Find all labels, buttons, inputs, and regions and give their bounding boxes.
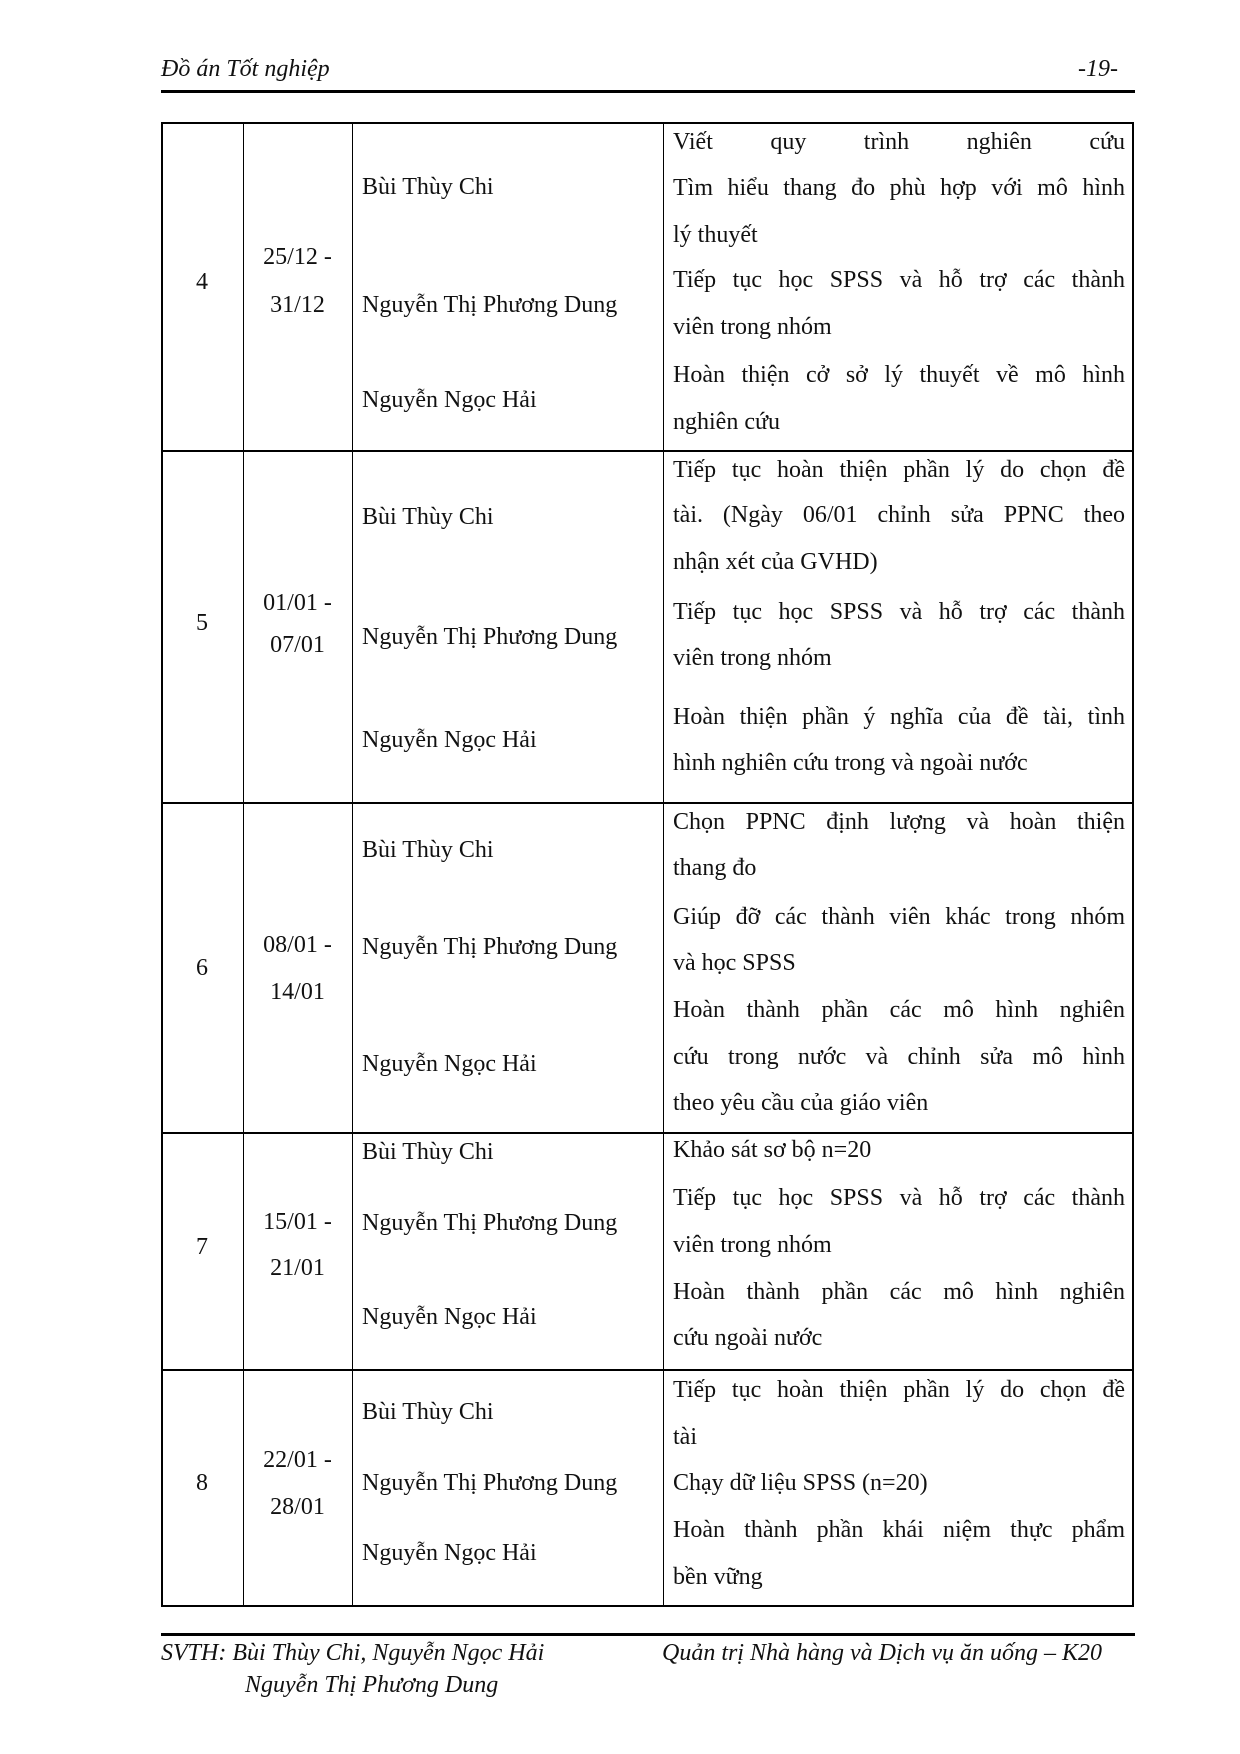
row-number: 5 [196,610,208,636]
row-divider [161,1369,1134,1371]
task-line: Hoàn thành phần khái niệm thực phẩm [673,1517,1125,1543]
task-line: bền vững [673,1564,763,1590]
task-line: Viết quy trình nghiên cứu [673,129,1125,155]
task-line: viên trong nhóm [673,314,832,340]
member-name: Nguyễn Ngọc Hải [362,387,537,413]
task-line: Tiếp tục hoàn thiện phần lý do chọn đề [673,1377,1125,1403]
member-name: Nguyễn Thị Phương Dung [362,624,618,650]
column-divider [663,122,664,1607]
task-line: thang đo [673,855,757,881]
date-end: 14/01 [270,979,325,1005]
row-number: 6 [196,955,208,981]
task-line: viên trong nhóm [673,645,832,671]
task-line: Giúp đỡ các thành viên khác trong nhóm [673,904,1125,930]
task-line: nhận xét của GVHD) [673,549,878,575]
task-line: Chọn PPNC định lượng và hoàn thiện [673,809,1125,835]
member-name: Bùi Thùy Chi [362,1139,494,1165]
member-name: Bùi Thùy Chi [362,504,494,530]
row-divider [161,1132,1134,1134]
date-end: 21/01 [270,1255,325,1281]
member-name: Nguyễn Thị Phương Dung [362,1210,618,1236]
member-name: Bùi Thùy Chi [362,174,494,200]
task-line: và học SPSS [673,950,796,976]
date-start: 25/12 - [263,244,332,270]
date-start: 22/01 - [263,1447,332,1473]
task-line: Hoàn thiện cở sở lý thuyết về mô hình [673,362,1125,388]
task-line: hình nghiên cứu trong và ngoài nước [673,750,1028,776]
task-line: Hoàn thành phần các mô hình nghiên [673,1279,1125,1305]
task-line: Tìm hiểu thang đo phù hợp với mô hình [673,175,1125,201]
row-number: 7 [196,1234,208,1260]
task-line: nghiên cứu [673,409,780,435]
task-line: Hoàn thành phần các mô hình nghiên [673,997,1125,1023]
task-line: cứu trong nước và chỉnh sửa mô hình [673,1044,1125,1070]
task-line: Tiếp tục học SPSS và hỗ trợ các thành [673,267,1125,293]
task-line: viên trong nhóm [673,1232,832,1258]
date-end: 28/01 [270,1494,325,1520]
member-name: Nguyễn Ngọc Hải [362,1540,537,1566]
footer-authors-line2: Nguyễn Thị Phương Dung [245,1672,499,1698]
member-name: Nguyễn Thị Phương Dung [362,1470,618,1496]
row-number: 8 [196,1470,208,1496]
task-line: cứu ngoài nước [673,1325,823,1351]
member-name: Nguyễn Thị Phương Dung [362,934,618,960]
task-line: Hoàn thiện phần ý nghĩa của đề tài, tình [673,704,1125,730]
row-divider [161,450,1134,452]
task-line: Tiếp tục hoàn thiện phần lý do chọn đề [673,457,1125,483]
date-start: 01/01 - [263,590,332,616]
task-line: theo yêu cầu của giáo viên [673,1090,929,1116]
member-name: Nguyễn Ngọc Hải [362,1051,537,1077]
member-name: Bùi Thùy Chi [362,1399,494,1425]
date-start: 15/01 - [263,1209,332,1235]
footer-program: Quản trị Nhà hàng và Dịch vụ ăn uống – K20 [662,1640,1102,1666]
task-line: Tiếp tục học SPSS và hỗ trợ các thành [673,599,1125,625]
task-line: lý thuyết [673,222,758,248]
date-end: 07/01 [270,632,325,658]
document-title: Đồ án Tốt nghiệp [161,56,330,82]
date-end: 31/12 [270,292,325,318]
header-rule [161,90,1135,93]
task-line: tài [673,1424,697,1450]
column-divider [352,122,353,1607]
task-line: Chạy dữ liệu SPSS (n=20) [673,1470,928,1496]
date-start: 08/01 - [263,932,332,958]
member-name: Bùi Thùy Chi [362,837,494,863]
footer-rule [161,1633,1135,1636]
page-number: -19- [1078,56,1118,82]
row-divider [161,802,1134,804]
task-line: Khảo sát sơ bộ n=20 [673,1137,872,1163]
task-line: tài. (Ngày 06/01 chỉnh sửa PPNC theo [673,502,1125,528]
member-name: Nguyễn Thị Phương Dung [362,292,618,318]
footer-authors-line1: SVTH: Bùi Thùy Chi, Nguyễn Ngọc Hải [161,1640,545,1666]
column-divider [243,122,244,1607]
member-name: Nguyễn Ngọc Hải [362,727,537,753]
task-line: Tiếp tục học SPSS và hỗ trợ các thành [673,1185,1125,1211]
row-number: 4 [196,269,208,295]
member-name: Nguyễn Ngọc Hải [362,1304,537,1330]
